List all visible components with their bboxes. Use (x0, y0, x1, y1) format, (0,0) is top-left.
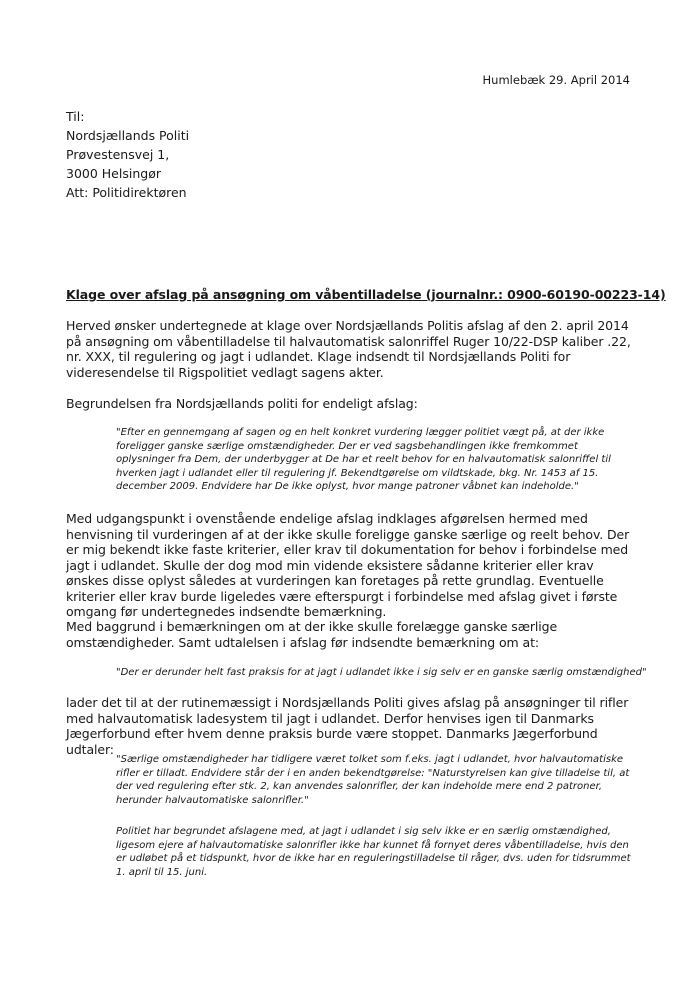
quote-police-justification: Politiet har begrundet afslagene med, at jagt i udlandet i sig selv ikke er en særlig omstændighed, ligesom ejere af halvautomatiske salonrifler ikke har kunnet få fornyet deres våbentilladelse, hvis den er udløbet på et tidspunkt, hvor de ikke har en reguleringstilladelse til råger, dvs. uden for tidsrummet 1. april til 15. juni. (116, 826, 631, 878)
recipient-city: 3000 Helsingør (66, 166, 161, 181)
letter-subject: Klage over afslag på ansøgning om våbentilladelse (journalnr.: 0900-60190-00223-14) (66, 287, 666, 302)
recipient-address (66, 107, 189, 202)
paragraph-background: Med baggrund i bemærkningen om at der ikke skulle forelægge ganske særlige omstændigheder. Samt udtalelsen i afslag før indsendte bemærkning om at: (66, 619, 558, 650)
quote-hunters-association: "Særlige omstændigheder har tidligere været tolket som f.eks. jagt i udlandet, hvor halvautomatiske rifler er tilladt. Endvidere står der i en anden bekendtgørelse: "Naturstyrelsen kan give tilladelse til, at der ved regulering efter stk. 2, kan anvendes salonrifler, der kan indeholde mere end 2 patroner, herunder halvautomatiske salonrifler." (116, 754, 630, 806)
quote-police-decision: "Efter en gennemgang af sagen og en helt konkret vurdering lægger politiet vægt på, at der ikke foreligger ganske særlige omstændigheder. Der er ved sagsbehandlingen ikke fremkommet oplysninger fra Dem, der underbygger at De har et reelt behov for en halvautomatisk salonriffel til hverken jagt i udlandet eller til regulering jf. Bekendtgørelse om vildtskade, bkg. Nr. 1453 af 15. december 2009. Endvidere har De ikke oplyst, hvor mange patroner våbnet kan indeholde." (116, 427, 611, 492)
paragraph-routine-refusals: lader det til at der rutinemæssigt i Nordsjællands Politi gives afslag på ansøgninger til rifler med halvautomatisk ladesystem til jagt i udlandet. Derfor henvises igen til Danmarks Jægerforbund efter hvem denne praksis burde være stoppet. Danmarks Jægerforbund udtaler: (66, 695, 629, 757)
recipient-name: Nordsjællands Politi (66, 128, 190, 143)
letter-date: Humlebæk 29. April 2014 (482, 73, 630, 87)
recipient-attention: Att: Politidirektøren (66, 185, 187, 200)
paragraph-complaint: Med udgangspunkt i ovenstående endelige afslag indklages afgørelsen hermed med henvisning til vurderingen af at der ikke skulle foreligge ganske særlige og reelt behov. Der er mig bekendt ikke faste kriterier, eller krav til dokumentation for behov i forbindelse med jagt i udlandet. Skulle der dog mod min vidende eksistere sådanne kriterier eller krav ønskes disse oplyst således at vurderingen kan foretages på rette grundlag. Eventuelle kriterier eller krav burde ligeledes være efterspurgt i forbindelse med afslag givet i første omgang før undertegnedes indsendte bemærkning. (66, 511, 630, 619)
recipient-street: Prøvestensvej 1, (66, 147, 170, 162)
paragraph-reason-heading: Begrundelsen fra Nordsjællands politi for endeligt afslag: (66, 396, 418, 411)
paragraph-intro: Herved ønsker undertegnede at klage over Nordsjællands Politis afslag af den 2. april 2014 på ansøgning om våbentilladelse til halvautomatisk salonriffel Ruger 10/22-DSP kaliber .22, nr. XXX, til regulering og jagt i udlandet. Klage indsendt til Nordsjællands Politi for videresendelse til Rigspolitiet vedlagt sagens akter. (66, 318, 631, 380)
quote-fixed-practice: "Der er derunder helt fast praksis for at jagt i udlandet ikke i sig selv er en ganske særlig omstændighed" (116, 667, 647, 678)
recipient-to-label: Til: (66, 109, 85, 124)
